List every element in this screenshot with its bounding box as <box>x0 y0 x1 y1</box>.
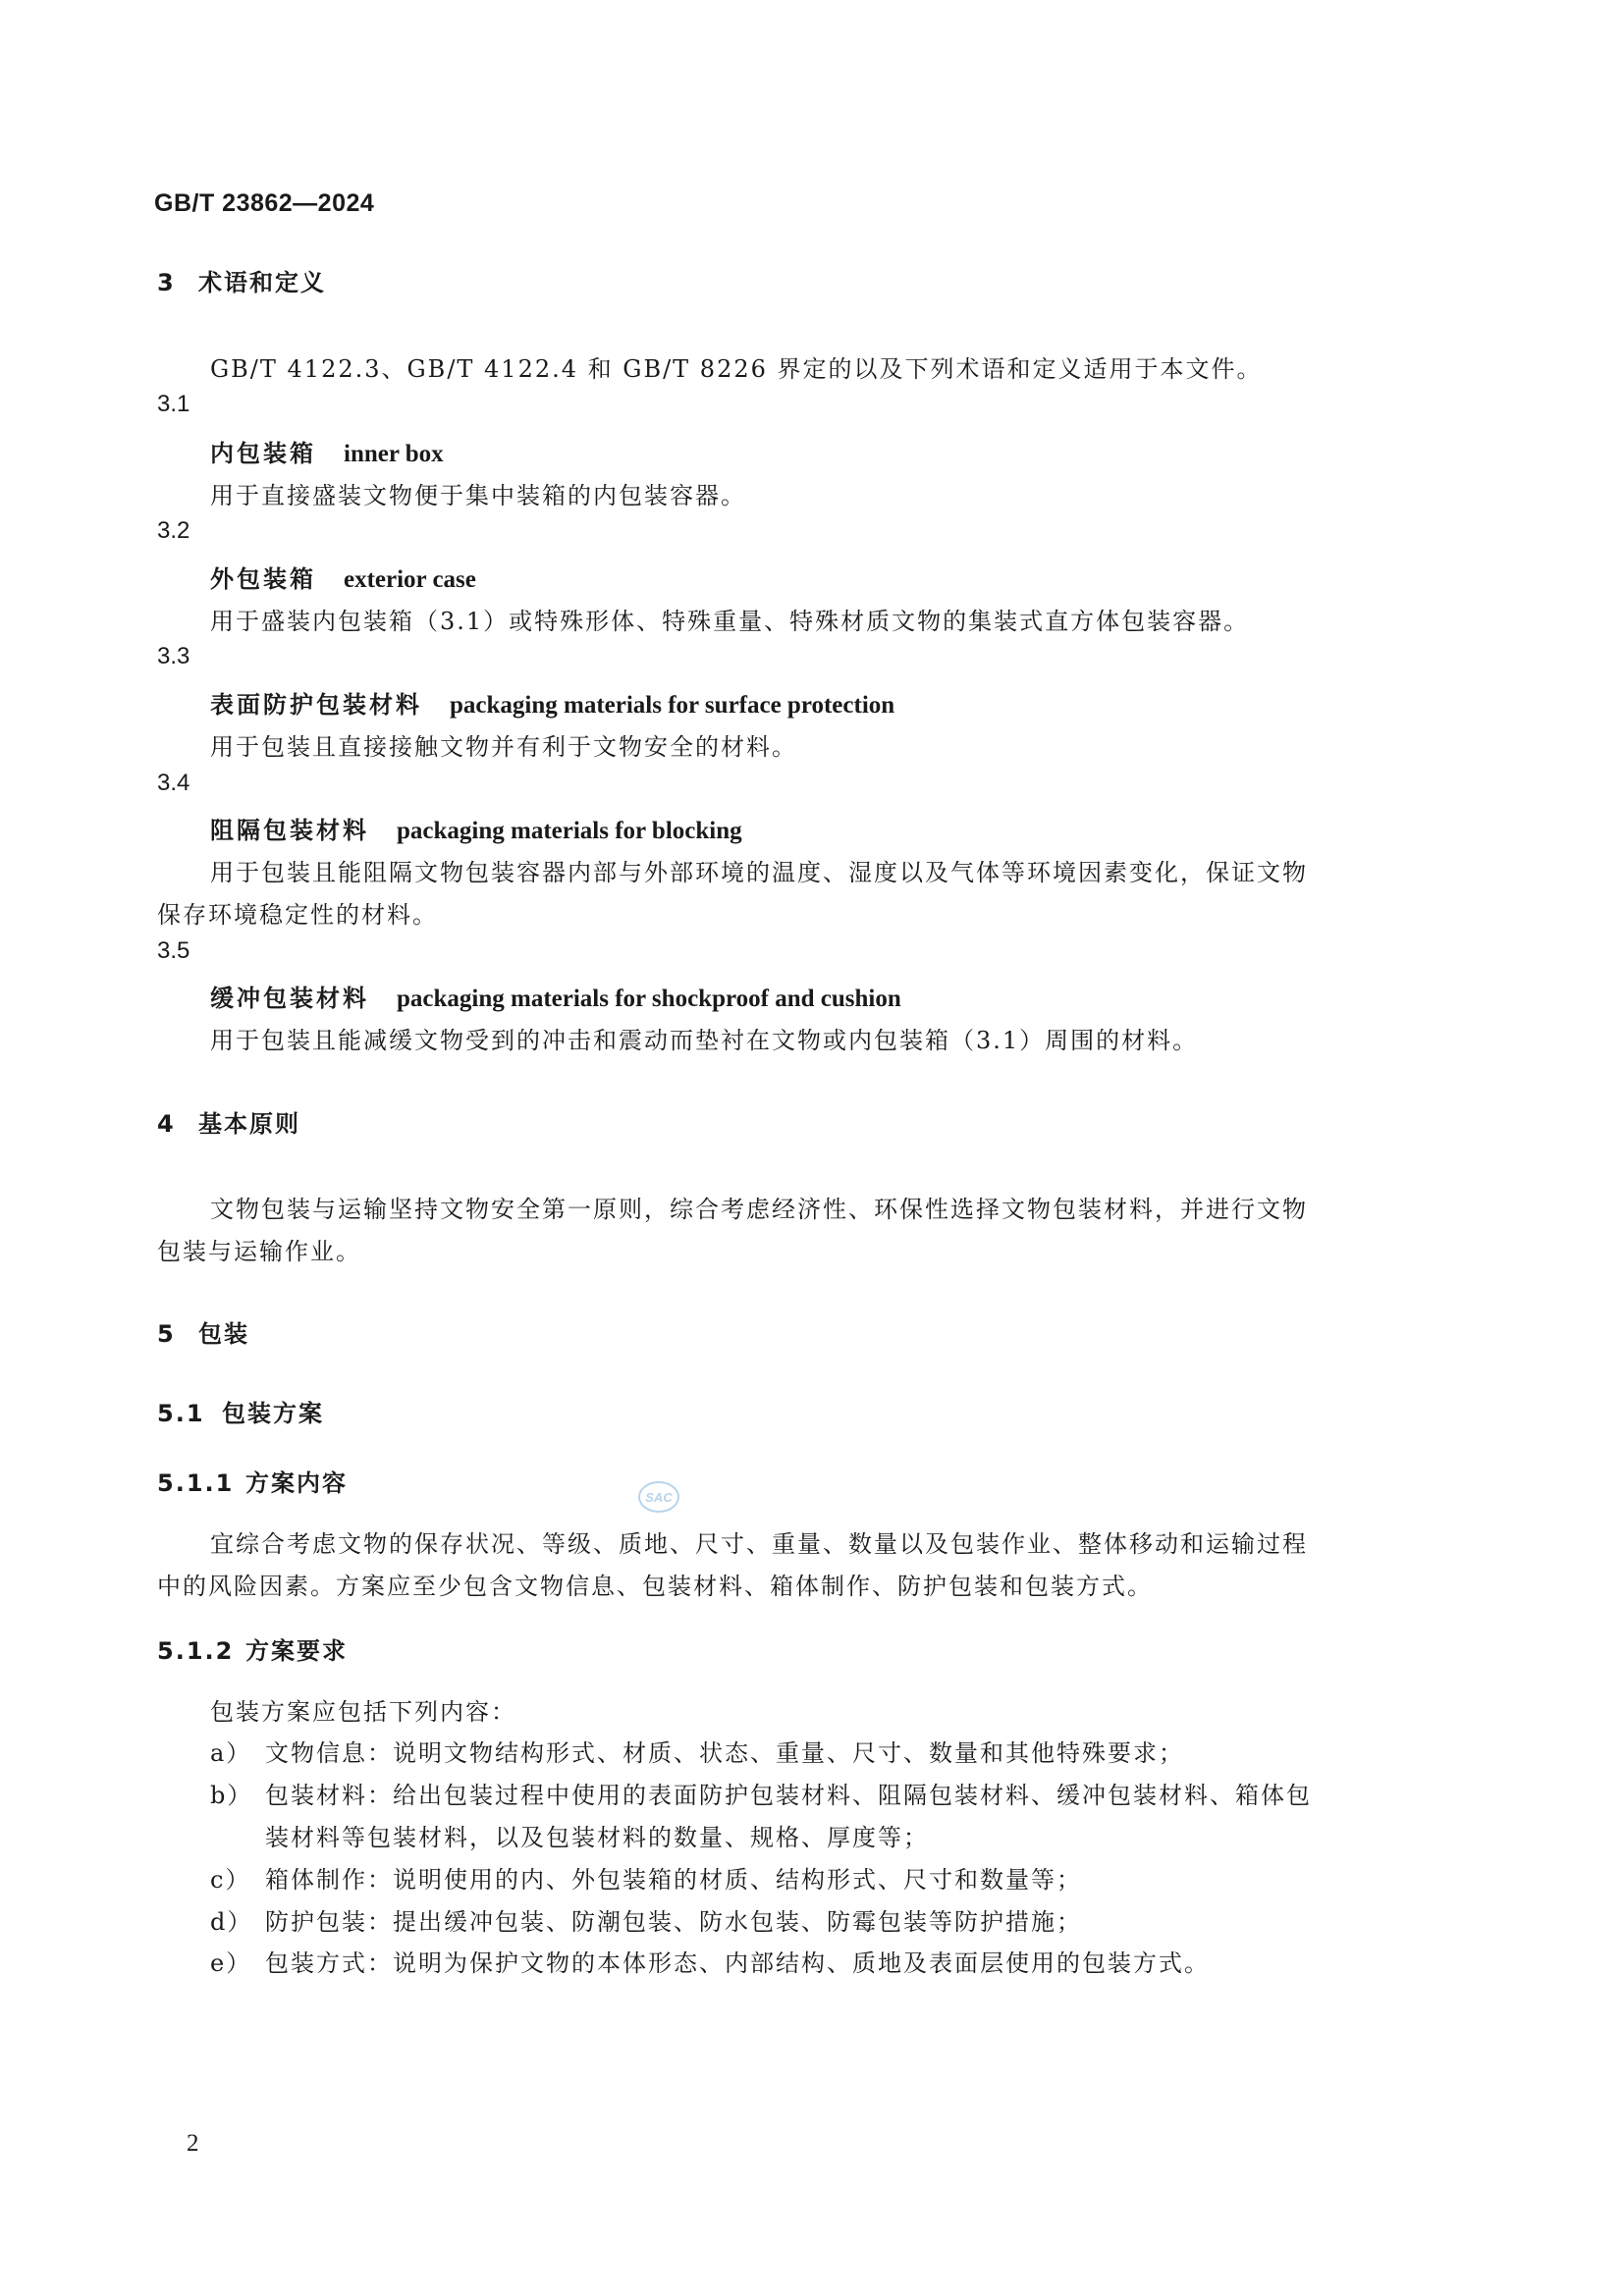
term-title <box>210 434 444 468</box>
section-number: 5.1.1 <box>157 1469 235 1497</box>
section-5-1-1-paragraph-line: 宜综合考虑文物的保存状况、等级、质地、尺寸、重量、数量以及包装作业、整体移动和运输过程 <box>210 1530 1308 1558</box>
term-en: packaging materials for surface protection <box>450 692 895 719</box>
term-en: packaging materials for shockproof and cushion <box>397 986 901 1012</box>
list-marker: e） <box>210 1949 252 1977</box>
list-item-text: 包装材料：给出包装过程中使用的表面防护包装材料、阻隔包装材料、缓冲包装材料、箱体包 <box>265 1782 1312 1809</box>
watermark-text: SAC <box>645 1490 673 1505</box>
list-item-b <box>210 1776 1312 1810</box>
section-title: 包装 <box>198 1320 249 1348</box>
term-zh: 表面防护包装材料 <box>210 691 422 719</box>
section-3-intro: GB/T 4122.3、GB/T 4122.4 和 GB/T 8226 界定的以及下列术语和定义适用于本文件。 <box>210 355 1263 383</box>
section-5-1-2-heading <box>157 1631 348 1666</box>
list-marker: d） <box>210 1908 253 1936</box>
page-number: 2 <box>187 2130 199 2157</box>
list-item-text: 包装方式：说明为保护文物的本体形态、内部结构、质地及表面层使用的包装方式。 <box>265 1949 1210 1977</box>
term-en: exterior case <box>344 566 476 593</box>
list-item-c <box>210 1860 1082 1895</box>
list-item-e <box>210 1944 1210 1978</box>
term-title <box>210 979 901 1013</box>
section-title: 方案内容 <box>245 1469 348 1497</box>
section-number: 5 <box>157 1320 176 1348</box>
section-title: 术语和定义 <box>198 269 326 296</box>
section-4-paragraph-line: 包装与运输作业。 <box>157 1238 361 1265</box>
list-marker: a） <box>210 1739 252 1767</box>
section-5-1-heading <box>157 1394 324 1428</box>
term-title <box>210 811 742 845</box>
section-3-heading <box>157 263 326 297</box>
standard-code-header: GB/T 23862—2024 <box>154 189 375 217</box>
section-5-1-1-paragraph-line: 中的风险因素。方案应至少包含文物信息、包装材料、箱体制作、防护包装和包装方式。 <box>157 1573 1153 1600</box>
list-marker: b） <box>210 1782 253 1809</box>
term-title <box>210 685 894 720</box>
sac-watermark-logo <box>638 1480 679 1514</box>
list-item-a <box>210 1734 1184 1768</box>
list-item-d <box>210 1902 1082 1937</box>
section-4-paragraph-line: 文物包装与运输坚持文物安全第一原则，综合考虑经济性、环保性选择文物包装材料，并进行文物 <box>210 1196 1308 1223</box>
section-title: 方案要求 <box>245 1637 348 1665</box>
term-zh: 外包装箱 <box>210 565 316 593</box>
term-number: 3.3 <box>157 643 190 669</box>
term-title <box>210 560 476 594</box>
term-definition: 用于盛装内包装箱（3.1）或特殊形体、特殊重量、特殊材质文物的集装式直方体包装容器。 <box>210 608 1250 635</box>
term-zh: 阻隔包装材料 <box>210 817 369 844</box>
list-marker: c） <box>210 1866 251 1894</box>
section-number: 5.1.2 <box>157 1637 235 1665</box>
section-number: 5.1 <box>157 1400 205 1427</box>
section-5-1-2-intro: 包装方案应包括下列内容： <box>210 1698 516 1726</box>
list-item-text: 防护包装：提出缓冲包装、防潮包装、防水包装、防霉包装等防护措施； <box>265 1908 1082 1936</box>
list-item-text: 箱体制作：说明使用的内、外包装箱的材质、结构形式、尺寸和数量等； <box>265 1866 1082 1894</box>
section-5-1-1-heading <box>157 1464 348 1498</box>
term-number: 3.1 <box>157 391 190 417</box>
term-zh: 缓冲包装材料 <box>210 985 369 1012</box>
term-definition-line: 保存环境稳定性的材料。 <box>157 901 438 929</box>
term-en: packaging materials for blocking <box>397 818 742 844</box>
term-en: inner box <box>344 441 444 467</box>
section-number: 4 <box>157 1110 176 1138</box>
section-4-heading <box>157 1104 300 1139</box>
section-title: 基本原则 <box>198 1110 300 1138</box>
term-number: 3.4 <box>157 770 190 796</box>
list-item-text: 文物信息：说明文物结构形式、材质、状态、重量、尺寸、数量和其他特殊要求； <box>265 1739 1184 1767</box>
term-definition-line: 用于包装且能阻隔文物包装容器内部与外部环境的温度、湿度以及气体等环境因素变化，保证文物 <box>210 859 1308 886</box>
term-zh: 内包装箱 <box>210 440 316 467</box>
term-definition: 用于直接盛装文物便于集中装箱的内包装容器。 <box>210 482 746 509</box>
section-5-heading <box>157 1314 249 1349</box>
section-title: 包装方案 <box>222 1400 324 1427</box>
term-number: 3.5 <box>157 937 190 964</box>
list-item-b-continuation: 装材料等包装材料，以及包装材料的数量、规格、厚度等； <box>265 1824 929 1851</box>
term-definition: 用于包装且能减缓文物受到的冲击和震动而垫衬在文物或内包装箱（3.1）周围的材料。 <box>210 1027 1199 1054</box>
term-definition: 用于包装且直接接触文物并有利于文物安全的材料。 <box>210 733 797 761</box>
term-number: 3.2 <box>157 517 190 544</box>
section-number: 3 <box>157 269 176 296</box>
